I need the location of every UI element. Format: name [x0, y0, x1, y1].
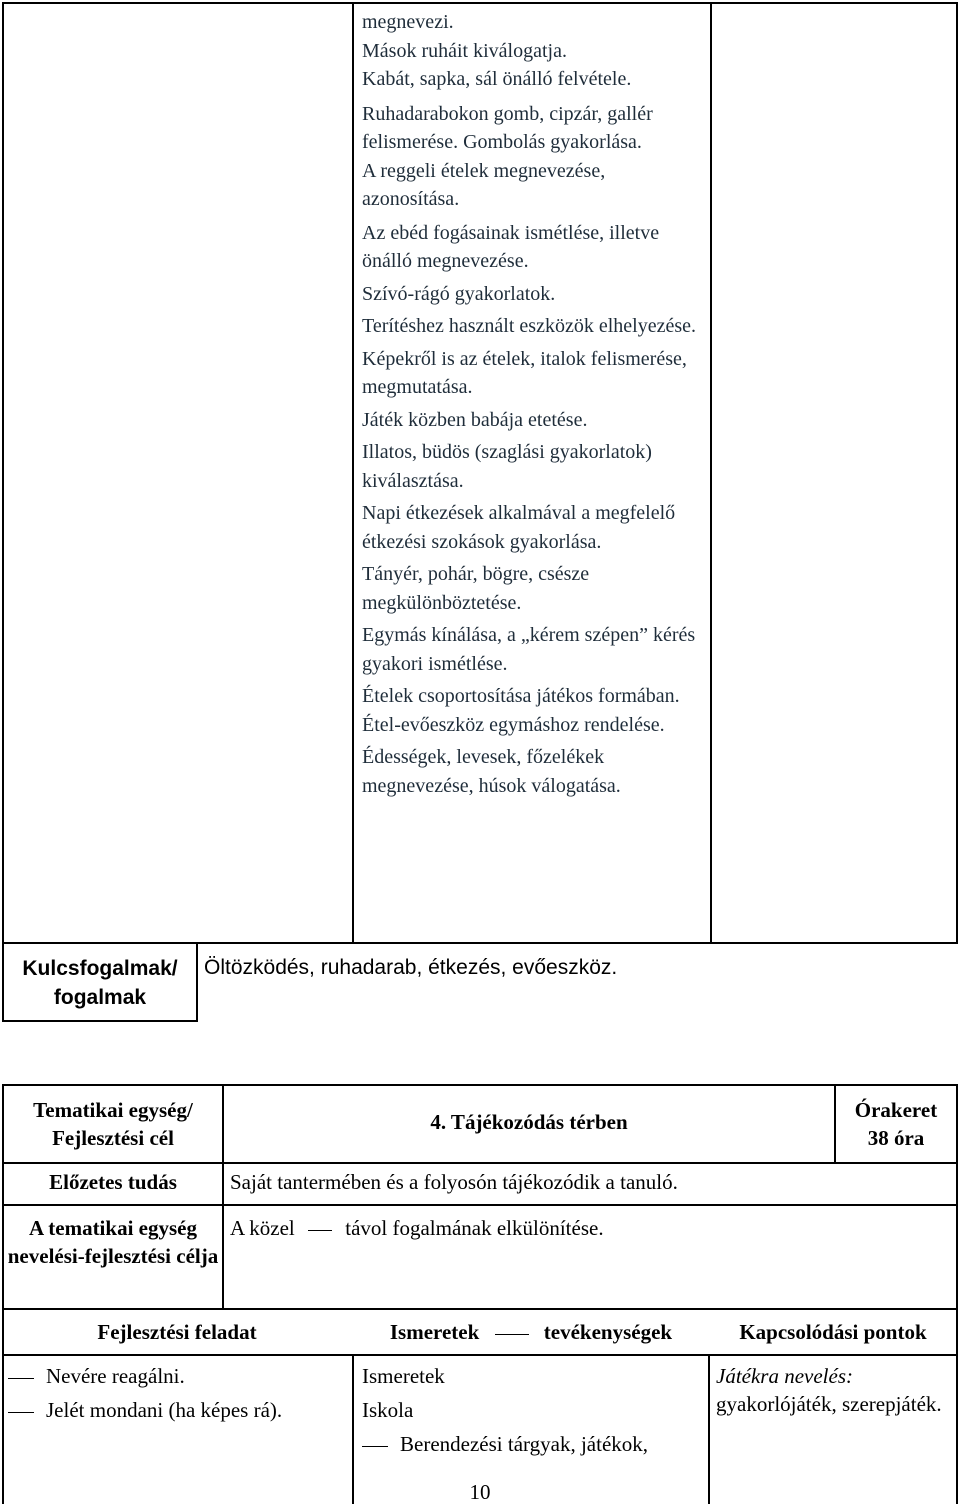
- activity-item: Az ebéd fogásainak ismétlése, illetve önálló megnevezése.: [362, 221, 660, 272]
- key-concepts-value: Öltözködés, ruhadarab, étkezés, evőeszköz.: [204, 956, 618, 979]
- dash-icon: [308, 1230, 332, 1231]
- dash-icon: [8, 1378, 34, 1379]
- goal-value-part1: A közel: [230, 1216, 295, 1240]
- activity-item: Terítéshez használt eszközök elhelyezése.: [362, 315, 696, 337]
- tasks-list: [8, 1362, 348, 1424]
- activity-item: Illatos, büdös (szaglási gyakorlatok) kiválasztása.: [362, 441, 652, 492]
- dash-icon: [8, 1412, 34, 1413]
- task-item: Nevére reagálni.: [8, 1362, 348, 1390]
- prior-knowledge-value: Saját tantermében és a folyosón tájékozódik a tanuló.: [230, 1170, 678, 1194]
- dash-icon: [362, 1446, 388, 1447]
- activity-item: Tányér, pohár, bögre, csésze megkülönböztetése.: [362, 563, 590, 614]
- col-header-tasks: Fejlesztési feladat: [97, 1320, 257, 1344]
- activity-item: Napi étkezések alkalmával a megfelelő étkezési szokások gyakorlása.: [362, 502, 676, 553]
- dash-icon: [495, 1334, 529, 1335]
- activity-item: Ruhadarabokon gomb, cipzár, gallér felismerése. Gombolás gyakorlása.: [362, 102, 653, 153]
- activity-item: Ételek csoportosítása játékos formában. Étel-evőeszköz egymáshoz rendelése.: [362, 685, 680, 736]
- col-header-knowledge-b: tevékenységek: [543, 1320, 673, 1344]
- activity-item: A reggeli ételek megnevezése, azonosítása.: [362, 159, 606, 210]
- knowledge-heading: Ismeretek: [362, 1364, 445, 1388]
- key-concepts-label: Kulcsfogalmak/ fogalmak: [22, 957, 178, 1009]
- activity-item: megnevezi.: [362, 11, 454, 33]
- goal-value: [230, 1214, 950, 1242]
- page-number: 10: [469, 1480, 491, 1504]
- activity-item: Édességek, levesek, főzelékek megnevezése, húsok válogatása.: [362, 746, 621, 797]
- hours-value: 38 óra: [867, 1126, 925, 1150]
- connections-text: gyakorlójáték, szerepjáték.: [716, 1392, 942, 1416]
- activity-item: Mások ruháit kiválogatja.: [362, 39, 567, 62]
- activity-item: Játék közben babája etetése.: [362, 408, 588, 431]
- goal-label: A tematikai egység nevelési-fejlesztési célja: [7, 1216, 219, 1268]
- goal-value-part2: távol fogalmának elkülönítése.: [345, 1216, 604, 1240]
- unit-label: Tematikai egység/ Fejlesztési cél: [33, 1098, 193, 1150]
- activity-item: Kabát, sapka, sál önálló felvétele.: [362, 68, 632, 90]
- col-header-knowledge: [354, 1318, 708, 1346]
- knowledge-item: Berendezési tárgyak, játékok,: [362, 1430, 702, 1458]
- activity-item: Szívó-rágó gyakorlatok.: [362, 282, 556, 305]
- prior-knowledge-label: Előzetes tudás: [49, 1170, 177, 1194]
- connections-column: [716, 1362, 952, 1418]
- col-header-knowledge-a: Ismeretek: [389, 1320, 480, 1344]
- activities-list: [362, 8, 707, 800]
- task-item: Jelét mondani (ha képes rá).: [8, 1396, 348, 1424]
- knowledge-column: [362, 1362, 702, 1458]
- activity-item: Képekről is az ételek, italok felismerése, megmutatása.: [362, 347, 687, 398]
- knowledge-sub: Iskola: [362, 1398, 414, 1422]
- hours-label: Órakeret: [854, 1098, 938, 1122]
- col-header-connections: Kapcsolódási pontok: [739, 1320, 927, 1344]
- connections-title: Játékra nevelés:: [716, 1364, 854, 1388]
- activity-item: Egymás kínálása, a „kérem szépen” kérés gyakori ismétlése.: [362, 624, 696, 675]
- unit-title: 4. Tájékozódás térben: [430, 1110, 628, 1134]
